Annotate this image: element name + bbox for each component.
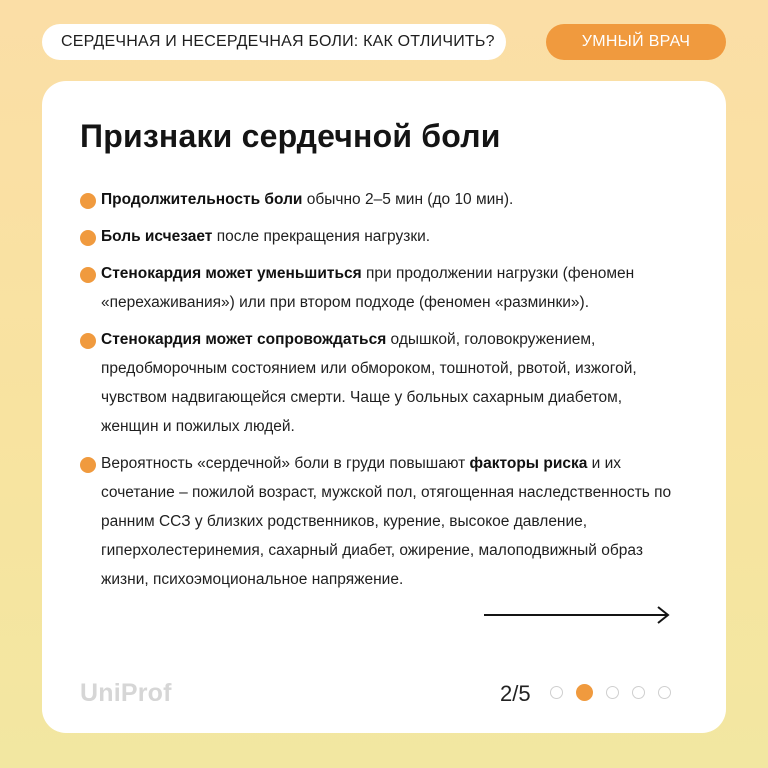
orange-dot-icon [80,193,96,209]
item-text: при продолжении нагрузки (феномен «перехаживания») или при втором подходе (феномен «разминки»). [101,265,635,311]
pagination-dot-5[interactable] [658,686,671,699]
brand-label: УМНЫЙ ВРАЧ [581,33,691,50]
content-card [42,81,726,733]
item-text: обычно 2–5 мин (до 10 мин). [302,191,514,208]
signs-list [80,185,680,602]
orange-dot-icon [80,267,96,283]
pagination-dot-4[interactable] [632,686,645,699]
item-bold: Стенокардия может сопровождаться [101,331,387,348]
item-bold: факторы риска [469,455,588,472]
pagination-dot-2-active[interactable] [576,684,593,701]
topic-title: СЕРДЕЧНАЯ И НЕСЕРДЕЧНАЯ БОЛИ: КАК ОТЛИЧИТЬ? [61,33,495,50]
orange-dot-icon [80,457,96,473]
brand-badge [546,24,726,60]
item-text: одышкой, головокружением, предобморочным состоянием или обмороком, тошнотой, рвотой, изжогой, чувством надвигающейся смерти. Чаще у больных сахарным диабетом, женщин и пожилых людей. [101,331,637,435]
item-bold: Стенокардия может уменьшиться [101,265,362,282]
item-lead: Вероятность «сердечной» боли в груди повышают [101,455,470,472]
uniprof-logo: UniProf [80,679,172,707]
page-counter: 2/5 [500,681,531,706]
pagination-dot-1[interactable] [550,686,563,699]
item-text: и их сочетание – пожилой возраст, мужской пол, отягощенная наследственность по ранним ССЗ у близких родственников, курение, высокое давление, гиперхолестеринемия, сахарный диабет, ожирение, малоподвижный образ жизни, психоэмоциональное напряжение. [101,455,672,588]
pagination-dots [550,686,684,701]
list-item [80,259,680,317]
list-item [80,185,680,214]
card-title: Признаки сердечной боли [80,118,501,154]
arrow-right-icon [482,604,672,626]
next-slide-button[interactable] [482,604,672,626]
list-item [80,222,680,251]
pagination-dot-3[interactable] [606,686,619,699]
item-bold: Продолжительность боли [101,191,303,208]
item-text: после прекращения нагрузки. [212,228,431,245]
list-item [80,325,680,441]
orange-dot-icon [80,333,96,349]
orange-dot-icon [80,230,96,246]
topic-pill [42,24,506,60]
item-bold: Боль исчезает [101,228,213,245]
list-item [80,449,680,594]
